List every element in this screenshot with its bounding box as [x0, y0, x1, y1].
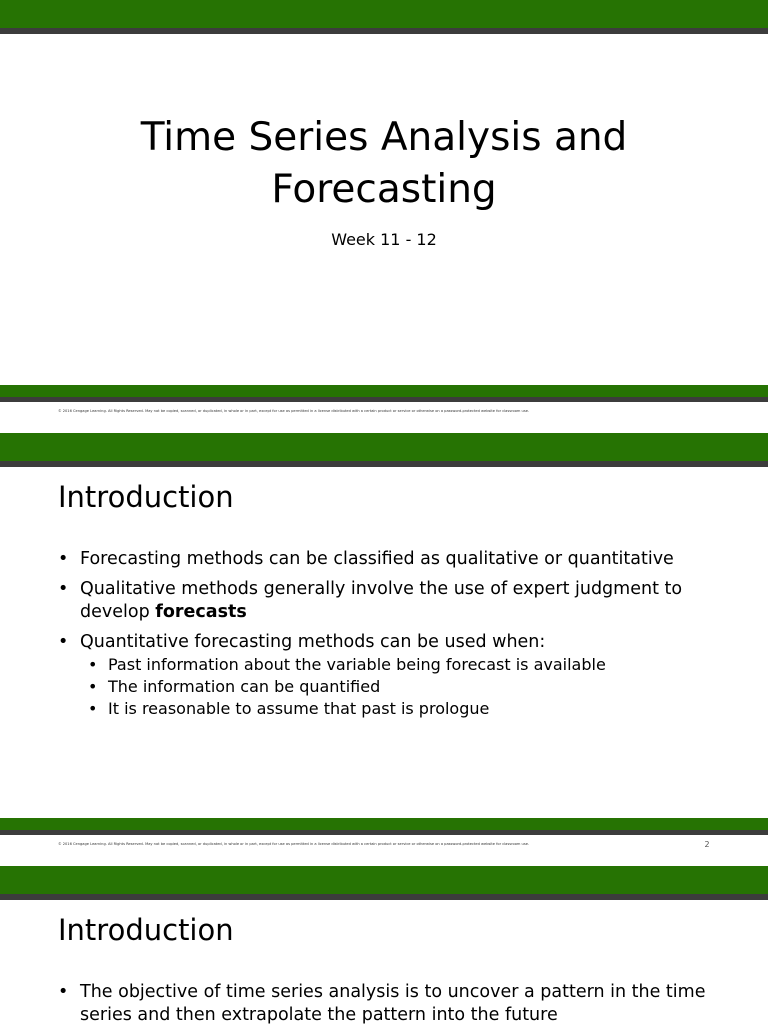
sub-bullet-item: • It is reasonable to assume that past is prologue	[80, 698, 718, 720]
bullet-item	[58, 578, 718, 624]
header-band-dark	[0, 28, 768, 34]
copyright-notice: © 2016 Cengage Learning. All Rights Reserved. May not be copied, scanned, or duplicated, in whole or in part, except for use as permitted in a license distributed with a certain product or service or otherwise on a password-protected website for classroom use.	[58, 842, 530, 846]
bullet-bold-term: forecasts	[155, 602, 247, 622]
slide-introduction-continued	[0, 866, 768, 1024]
header-band-dark	[0, 461, 768, 467]
bullet-item	[58, 548, 718, 571]
sub-bullet-list	[80, 654, 718, 720]
slide-title-heading	[84, 112, 684, 216]
header-band-green	[0, 866, 768, 894]
bullet-text: Forecasting methods can be classified as qualitative or quantitative	[80, 549, 674, 569]
bullet-item	[58, 981, 718, 1024]
sub-bullet-item: • Past information about the variable being forecast is available	[80, 654, 718, 676]
title-line-2: Forecasting	[271, 167, 497, 212]
footer-band-dark	[0, 397, 768, 402]
slide-subtitle: Week 11 - 12	[331, 230, 437, 249]
sub-bullet-item: • The information can be quantified	[80, 676, 718, 698]
bullet-list	[58, 548, 718, 727]
bullet-text: Quantitative forecasting methods can be used when:	[80, 632, 546, 652]
bullet-list	[58, 981, 718, 1024]
page-number: 2	[704, 840, 710, 849]
header-band-dark	[0, 894, 768, 900]
footer-band-dark	[0, 830, 768, 835]
slide-title	[0, 0, 768, 433]
footer-band-green	[0, 385, 768, 397]
bullet-item	[58, 631, 718, 720]
copyright-notice: © 2016 Cengage Learning. All Rights Reserved. May not be copied, scanned, or duplicated, in whole or in part, except for use as permitted in a license distributed with a certain product or service or otherwise on a password-protected website for classroom use.	[58, 409, 530, 413]
title-line-1: Time Series Analysis and	[140, 115, 628, 160]
bullet-text: Qualitative methods generally involve the use of expert judgment to develop	[80, 579, 683, 622]
header-band-green	[0, 433, 768, 461]
header-band-green	[0, 0, 768, 28]
bullet-text: The objective of time series analysis is to uncover a pattern in the time series and then extrapolate the pattern into the future	[80, 982, 706, 1024]
slide-heading: Introduction	[58, 480, 234, 514]
footer-band-green	[0, 818, 768, 830]
slide-introduction	[0, 433, 768, 866]
slide-heading: Introduction	[58, 913, 234, 947]
